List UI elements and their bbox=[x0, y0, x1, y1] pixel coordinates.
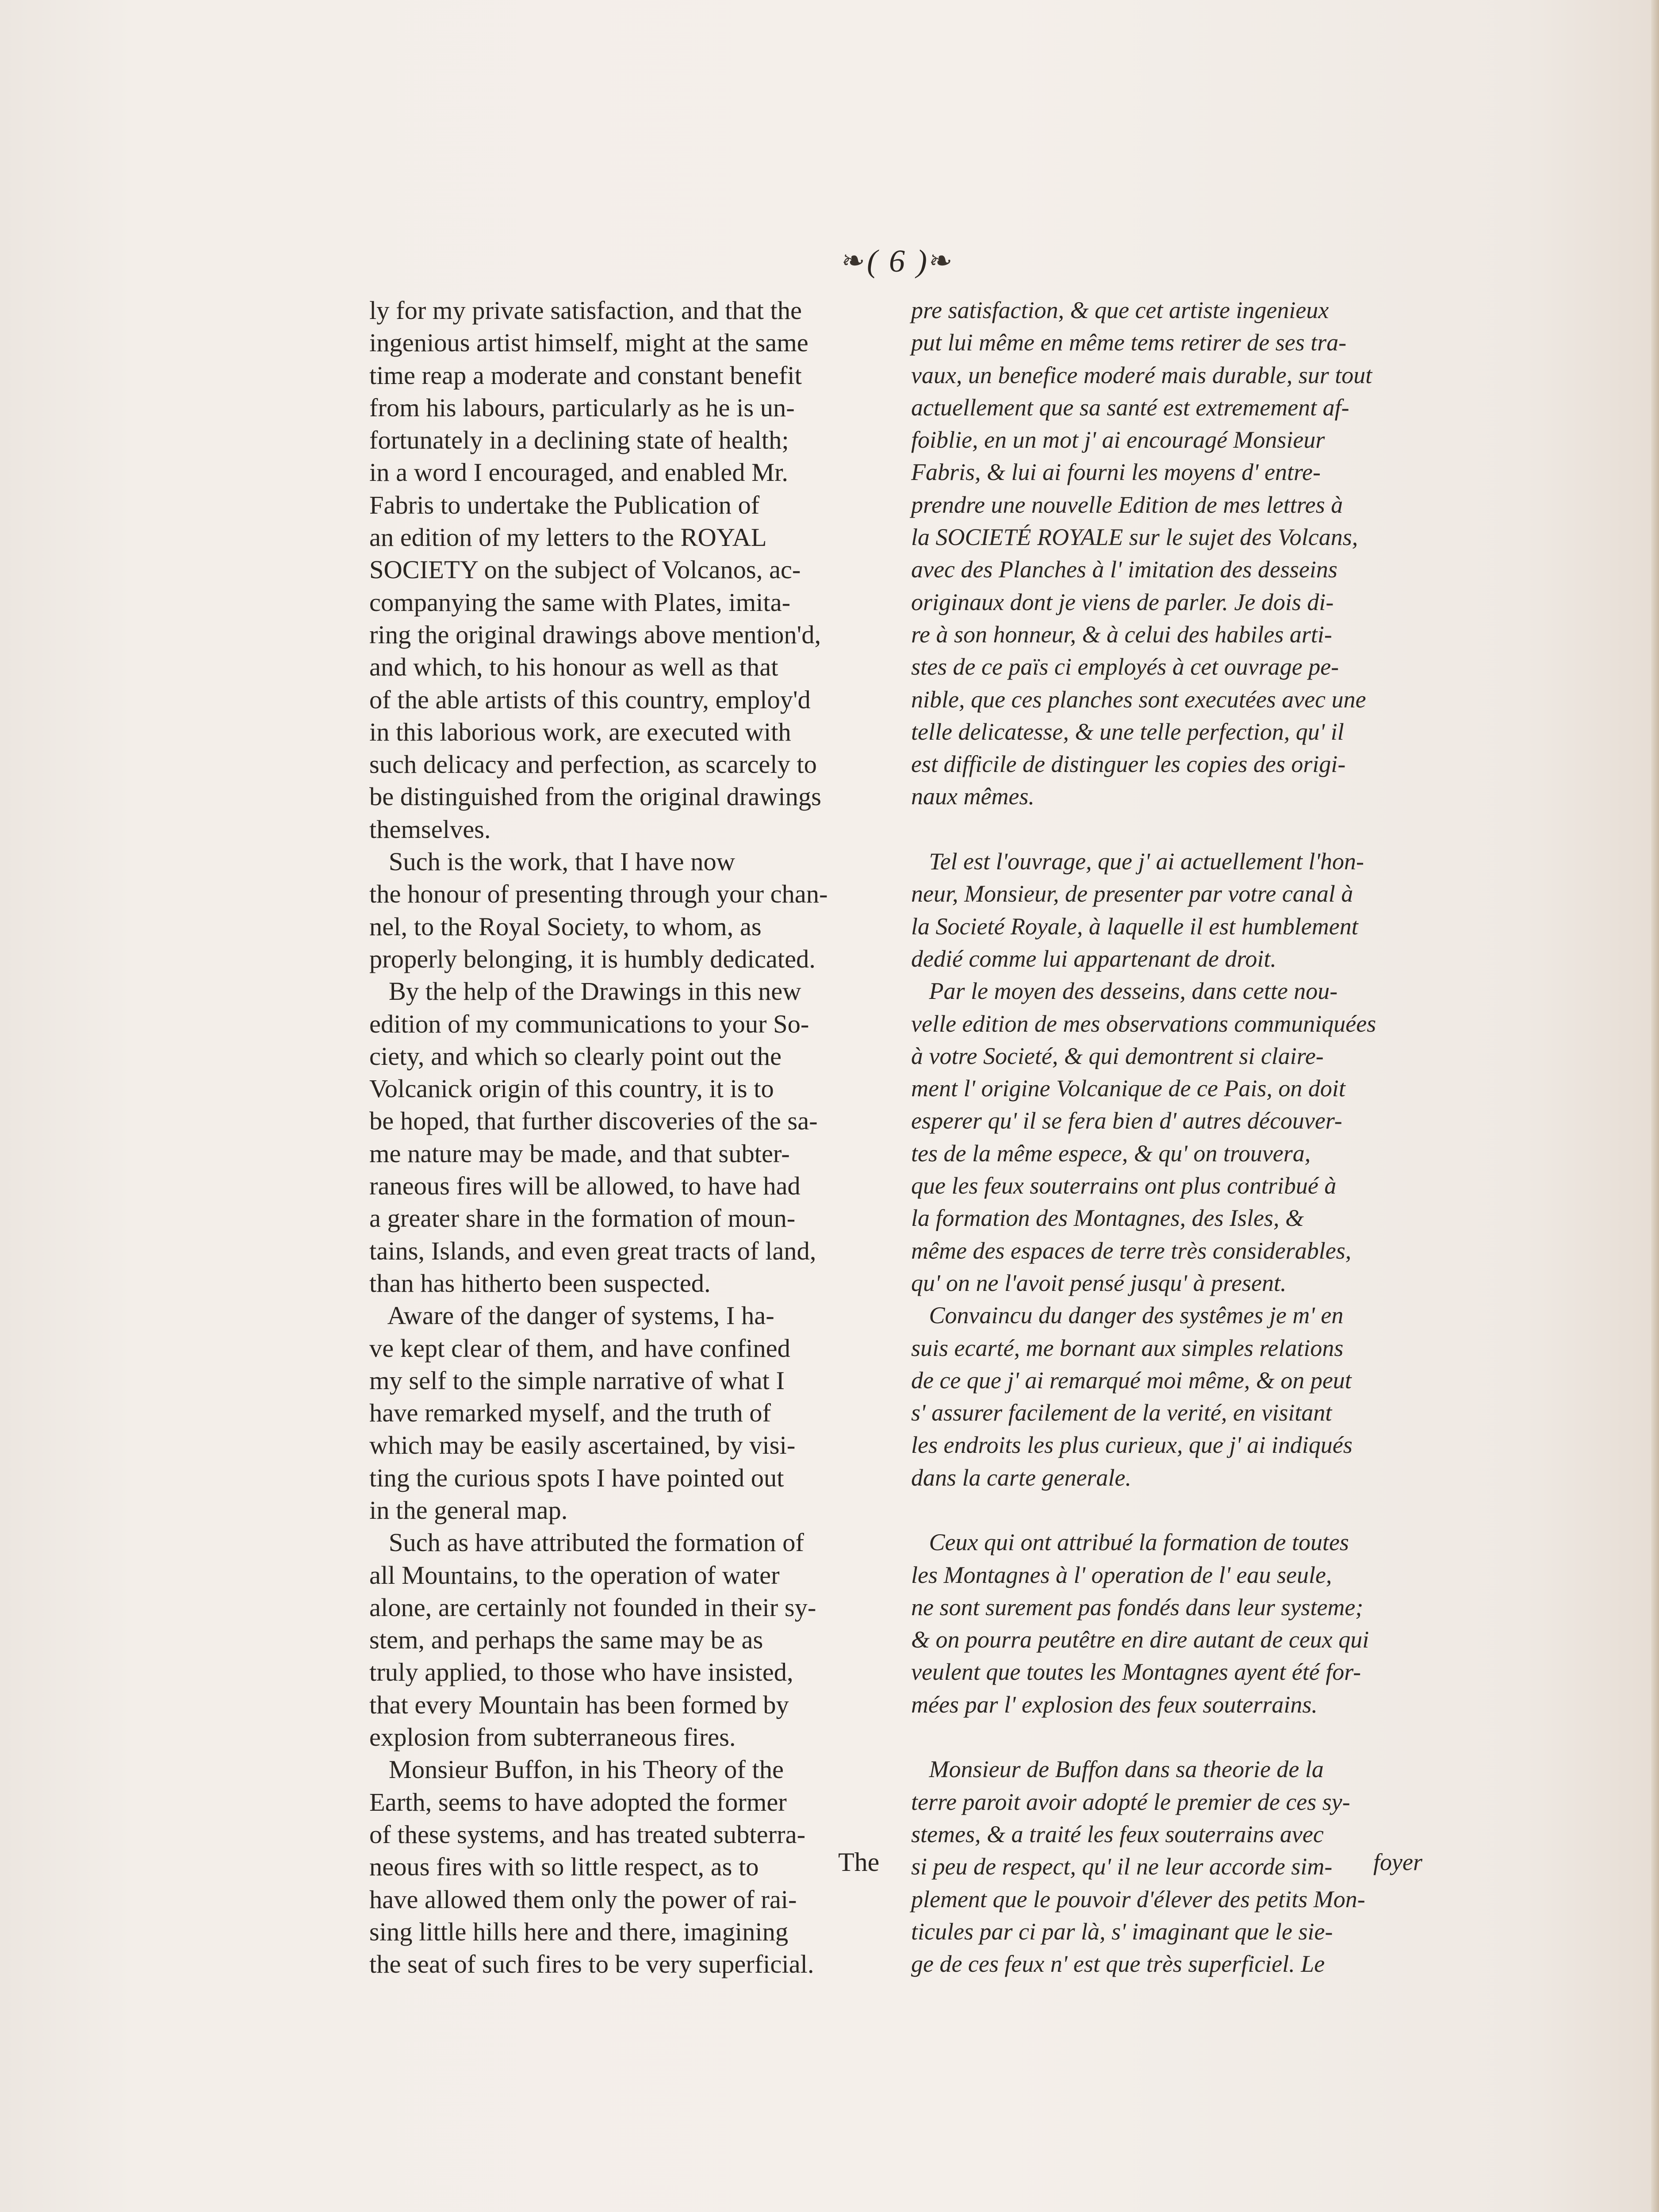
english-text-line: explosion from subterraneous fires. bbox=[369, 1723, 736, 1752]
english-text-line: stem, and perhaps the same may be as bbox=[369, 1625, 763, 1655]
english-text-line: in a word I encouraged, and enabled Mr. bbox=[369, 458, 789, 487]
french-text-line bbox=[911, 1721, 1433, 1753]
french-text-line: terre paroit avoir adopté le premier de ces sy- bbox=[911, 1788, 1350, 1815]
french-text-line: plement que le pouvoir d'élever des petits Mon- bbox=[911, 1886, 1365, 1912]
french-text-line: Ceux qui ont attribué la formation de toutes bbox=[911, 1529, 1349, 1556]
french-text-line: ment l' origine Volcanique de ce Pais, on doit bbox=[911, 1075, 1345, 1102]
french-text-line: même des espaces de terre très considerables, bbox=[911, 1237, 1352, 1264]
english-text-line: Fabris to undertake the Publication of bbox=[369, 490, 760, 519]
french-text-line: que les feux souterrains ont plus contribué à bbox=[911, 1172, 1337, 1199]
english-text-line: have allowed them only the power of rai- bbox=[369, 1885, 797, 1914]
french-text-line: esperer qu' il se fera bien d' autres découver- bbox=[911, 1107, 1342, 1134]
english-text-line: raneous fires will be allowed, to have had bbox=[369, 1171, 801, 1201]
page-number: ( 6 ) bbox=[867, 243, 929, 279]
french-text-line: ge de ces feux n' est que très superficiel. Le bbox=[911, 1951, 1325, 1978]
french-text-line: Par le moyen des desseins, dans cette nou- bbox=[911, 978, 1338, 1005]
french-text-line: Monsieur de Buffon dans sa theorie de la bbox=[911, 1756, 1324, 1783]
french-text-line: s' assurer facilement de la verité, en visitant bbox=[911, 1399, 1332, 1426]
english-text-line: sing little hills here and there, imagining bbox=[369, 1917, 789, 1946]
english-text-line: ly for my private satisfaction, and that the bbox=[369, 296, 802, 325]
english-text-line: ingenious artist himself, might at the same bbox=[369, 328, 808, 357]
english-text-line: properly belonging, it is humbly dedicated. bbox=[369, 944, 816, 973]
english-text-line: of these systems, and has treated subterra- bbox=[369, 1820, 806, 1849]
french-text-line: la Societé Royale, à laquelle il est humblement bbox=[911, 913, 1358, 940]
english-text-line: of the able artists of this country, employ'd bbox=[369, 685, 811, 714]
page-header bbox=[814, 241, 982, 281]
french-column bbox=[911, 294, 1433, 1980]
english-text-line: SOCIETY on the subject of Volcanos, ac- bbox=[369, 555, 801, 584]
french-text-line: velle edition de mes observations communiquées bbox=[911, 1010, 1376, 1037]
french-text-line: telle delicatesse, & une telle perfection, qu' il bbox=[911, 718, 1344, 745]
french-text-line: les endroits les plus curieux, que j' ai indiqués bbox=[911, 1432, 1352, 1459]
english-text-line: Volcanick origin of this country, it is to bbox=[369, 1074, 774, 1103]
fleuron-right-icon: ❧ bbox=[928, 245, 954, 276]
french-text-line: dans la carte generale. bbox=[911, 1464, 1131, 1491]
fleuron-left-icon: ❧ bbox=[841, 245, 867, 276]
french-text-line: veulent que toutes les Montagnes ayent été for- bbox=[911, 1659, 1361, 1686]
english-text-line: alone, are certainly not founded in their sy- bbox=[369, 1593, 816, 1622]
english-text-line: nel, to the Royal Society, to whom, as bbox=[369, 912, 762, 941]
french-text-line: re à son honneur, & à celui des habiles arti- bbox=[911, 621, 1332, 648]
french-text-line: vaux, un benefice moderé mais durable, sur tout bbox=[911, 361, 1372, 388]
french-text-line: actuellement que sa santé est extremement af- bbox=[911, 394, 1349, 421]
french-text-line: neur, Monsieur, de presenter par votre canal à bbox=[911, 880, 1353, 907]
french-text-line: suis ecarté, me bornant aux simples relations bbox=[911, 1334, 1344, 1361]
french-text-line: qu' on ne l'avoit pensé jusqu' à present. bbox=[911, 1269, 1287, 1296]
english-text-line: time reap a moderate and constant benefit bbox=[369, 361, 802, 390]
english-text-line: Earth, seems to have adopted the former bbox=[369, 1787, 787, 1816]
english-text-line: Such as have attributed the formation of bbox=[369, 1528, 804, 1557]
french-text-line: naux mêmes. bbox=[911, 783, 1034, 810]
page-edge bbox=[1651, 0, 1659, 2212]
english-text-line: me nature may be made, and that subter- bbox=[369, 1139, 790, 1168]
french-text-line: la SOCIETÉ ROYALE sur le sujet des Volcans, bbox=[911, 524, 1358, 551]
english-text-line: and which, to his honour as well as that bbox=[369, 653, 778, 682]
english-text-line: an edition of my letters to the ROYAL bbox=[369, 523, 767, 552]
english-text-line: Such is the work, that I have now bbox=[369, 847, 735, 876]
english-text-line: ciety, and which so clearly point out the bbox=[369, 1041, 782, 1071]
english-text-line: such delicacy and perfection, as scarcely to bbox=[369, 750, 817, 779]
english-text-line: be distinguished from the original drawings bbox=[369, 782, 821, 811]
french-text-line: de ce que j' ai remarqué moi même, & on peut bbox=[911, 1367, 1352, 1394]
english-text-line: neous fires with so little respect, as to bbox=[369, 1852, 759, 1882]
french-text-line: Fabris, & lui ai fourni les moyens d' entre- bbox=[911, 459, 1321, 486]
french-text-line: originaux dont je viens de parler. Je dois di- bbox=[911, 588, 1334, 615]
french-text-line: prendre une nouvelle Edition de mes lettres à bbox=[911, 491, 1343, 518]
french-text-line: pre satisfaction, & que cet artiste ingenieux bbox=[911, 297, 1329, 323]
french-text-line bbox=[911, 1494, 1433, 1526]
english-text-line: ring the original drawings above mention'd, bbox=[369, 620, 821, 649]
french-text-line: est difficile de distinguer les copies des origi- bbox=[911, 751, 1346, 778]
french-text-line: avec des Planches à l' imitation des desseins bbox=[911, 556, 1337, 583]
english-text-line: fortunately in a declining state of health; bbox=[369, 426, 789, 455]
english-text-line: the honour of presenting through your chan- bbox=[369, 879, 828, 909]
english-text-line: from his labours, particularly as he is un- bbox=[369, 393, 795, 422]
english-text-line: By the help of the Drawings in this new bbox=[369, 977, 801, 1006]
english-text-line: than has hitherto been suspected. bbox=[369, 1268, 711, 1298]
english-text-line: in the general map. bbox=[369, 1495, 568, 1525]
english-text-line: edition of my communications to your So- bbox=[369, 1009, 809, 1038]
english-text-line: companying the same with Plates, imita- bbox=[369, 588, 791, 617]
english-text-line: all Mountains, to the operation of water bbox=[369, 1560, 780, 1590]
english-text-line: have remarked myself, and the truth of bbox=[369, 1398, 771, 1428]
english-text-line: that every Mountain has been formed by bbox=[369, 1690, 789, 1719]
french-text-line: nible, que ces planches sont executées avec une bbox=[911, 686, 1366, 713]
french-text-line: foiblie, en un mot j' ai encouragé Monsieur bbox=[911, 426, 1325, 453]
french-text-line: put lui même en même tems retirer de ses tra- bbox=[911, 329, 1347, 356]
english-column bbox=[369, 294, 885, 1980]
french-text-line: mées par l' explosion des feux souterrains. bbox=[911, 1691, 1318, 1718]
french-text-line: stes de ce païs ci employés à cet ouvrage pe- bbox=[911, 653, 1339, 680]
english-text-line: ve kept clear of them, and have confined bbox=[369, 1333, 790, 1363]
english-text-line: Monsieur Buffon, in his Theory of the bbox=[369, 1755, 784, 1784]
english-text-line: ting the curious spots I have pointed out bbox=[369, 1463, 784, 1492]
french-text-line: ticules par ci par là, s' imaginant que le sie- bbox=[911, 1918, 1333, 1945]
french-text-line bbox=[911, 813, 1433, 845]
french-text-line: tes de la même espece, & qu' on trouvera, bbox=[911, 1140, 1311, 1167]
french-text-line: stemes, & a traité les feux souterrains avec bbox=[911, 1820, 1324, 1847]
french-text-line: Tel est l'ouvrage, que j' ai actuellement l'hon- bbox=[911, 848, 1364, 875]
english-text-line: a greater share in the formation of moun- bbox=[369, 1204, 796, 1233]
english-text-line: Aware of the danger of systems, I ha- bbox=[369, 1301, 774, 1330]
english-catchword: The bbox=[838, 1847, 880, 1877]
french-text-line: la formation des Montagnes, des Isles, & bbox=[911, 1205, 1304, 1232]
english-text-line: themselves. bbox=[369, 814, 491, 844]
english-text-line: be hoped, that further discoveries of the sa- bbox=[369, 1106, 818, 1136]
french-catchword: foyer bbox=[1373, 1849, 1422, 1875]
english-text-line: which may be easily ascertained, by visi- bbox=[369, 1431, 796, 1460]
french-text-line: les Montagnes à l' operation de l' eau seule, bbox=[911, 1561, 1332, 1588]
english-text-line: truly applied, to those who have insisted, bbox=[369, 1658, 793, 1687]
english-text-line: the seat of such fires to be very superficial. bbox=[369, 1950, 814, 1979]
english-text-line: in this laborious work, are executed with bbox=[369, 717, 791, 746]
french-text-line: si peu de respect, qu' il ne leur accorde sim- bbox=[911, 1853, 1333, 1880]
french-text-line: ne sont surement pas fondés dans leur systeme; bbox=[911, 1594, 1364, 1621]
french-text-line: & on pourra peutêtre en dire autant de ceux qui bbox=[911, 1626, 1369, 1653]
french-text-line: dedié comme lui appartenant de droit. bbox=[911, 945, 1276, 972]
english-text-line: my self to the simple narrative of what I bbox=[369, 1366, 785, 1395]
english-text-line: tains, Islands, and even great tracts of land, bbox=[369, 1236, 816, 1265]
french-text-line: à votre Societé, & qui demontrent si claire- bbox=[911, 1042, 1324, 1069]
french-text-line: Convaincu du danger des systêmes je m' en bbox=[911, 1302, 1344, 1329]
